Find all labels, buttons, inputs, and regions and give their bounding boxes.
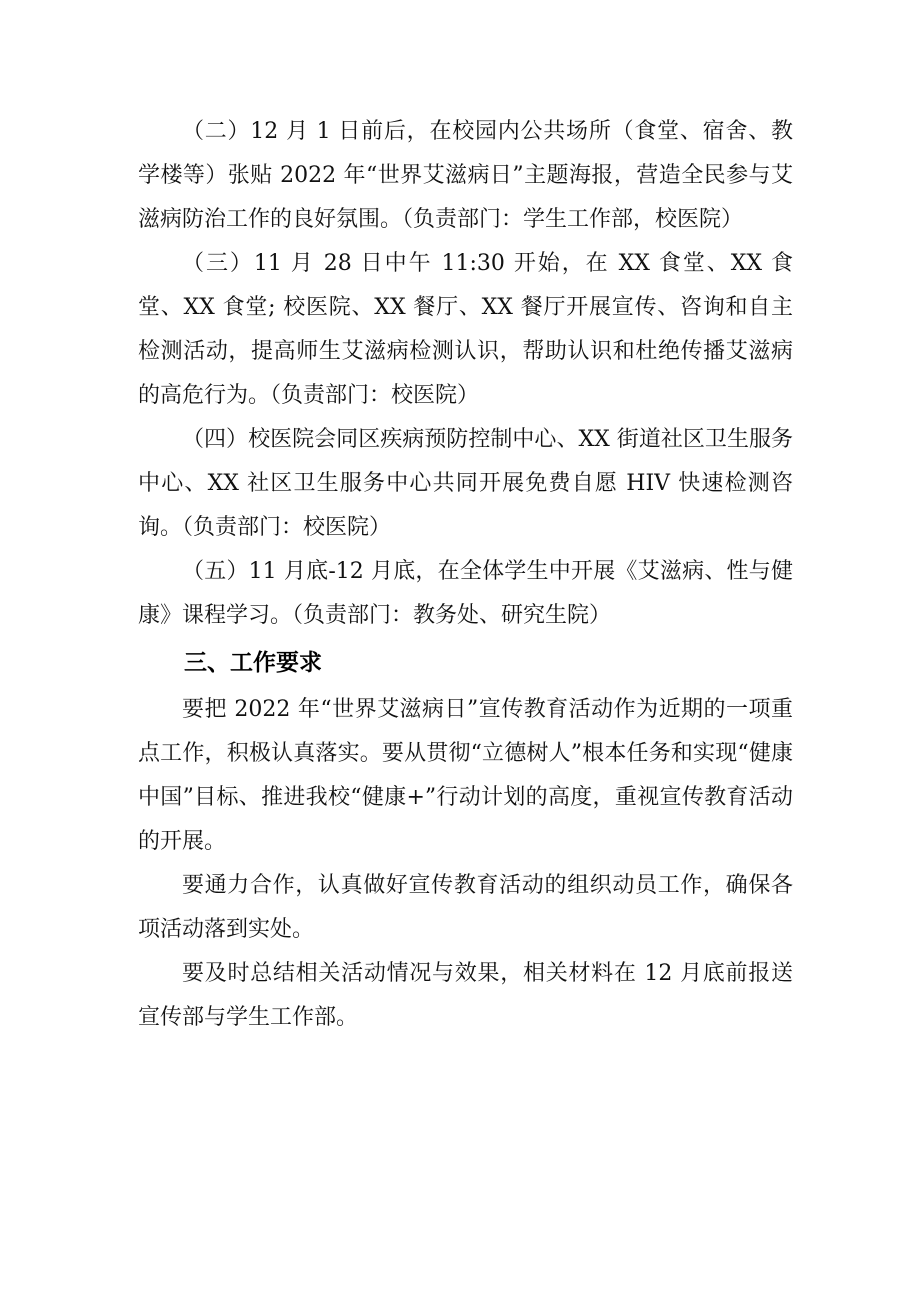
- requirement-paragraph-2: 要通力合作，认真做好宣传教育活动的组织动员工作，确保各项活动落到实处。: [138, 873, 793, 942]
- paragraph-item-5: （五）11 月底-12 月底，在全体学生中开展《艾滋病、性与健康》课程学习。（负责部门：教务处、研究生院）: [138, 559, 793, 628]
- document-page: [138, 110, 793, 1040]
- requirement-paragraph-1: 要把 2022 年“世界艾滋病日”宣传教育活动作为近期的一项重点工作，积极认真落实。要从贯彻“立德树人”根本任务和实现“健康中国”目标、推进我校“健康+”行动计划的高度，重视宣传教育活动的开展。: [138, 697, 793, 854]
- requirement-paragraph-3: 要及时总结相关活动情况与效果，相关材料在 12 月底前报送宣传部与学生工作部。: [138, 961, 793, 1030]
- paragraph-item-4: （四）校医院会同区疾病预防控制中心、XX 街道社区卫生服务中心、XX 社区卫生服务中心共同开展免费自愿 HIV 快速检测咨询。（负责部门：校医院）: [138, 427, 793, 540]
- section-heading-work-requirements: 三、工作要求: [184, 650, 322, 676]
- paragraph-item-2: （二）12 月 1 日前后，在校园内公共场所（食堂、宿舍、教学楼等）张贴 2022 年“世界艾滋病日”主题海报，营造全民参与艾滋病防治工作的良好氛围。（负责部门：学生工作部，校医院）: [138, 119, 793, 232]
- paragraph-item-3: （三）11 月 28 日中午 11:30 开始，在 XX 食堂、XX 食堂、XX 食堂; 校医院、XX 餐厅、XX 餐厅开展宣传、咨询和自主检测活动，提高师生艾滋病检测认识，帮助认识和杜绝传播艾滋病的高危行为。（负责部门：校医院）: [138, 251, 793, 408]
